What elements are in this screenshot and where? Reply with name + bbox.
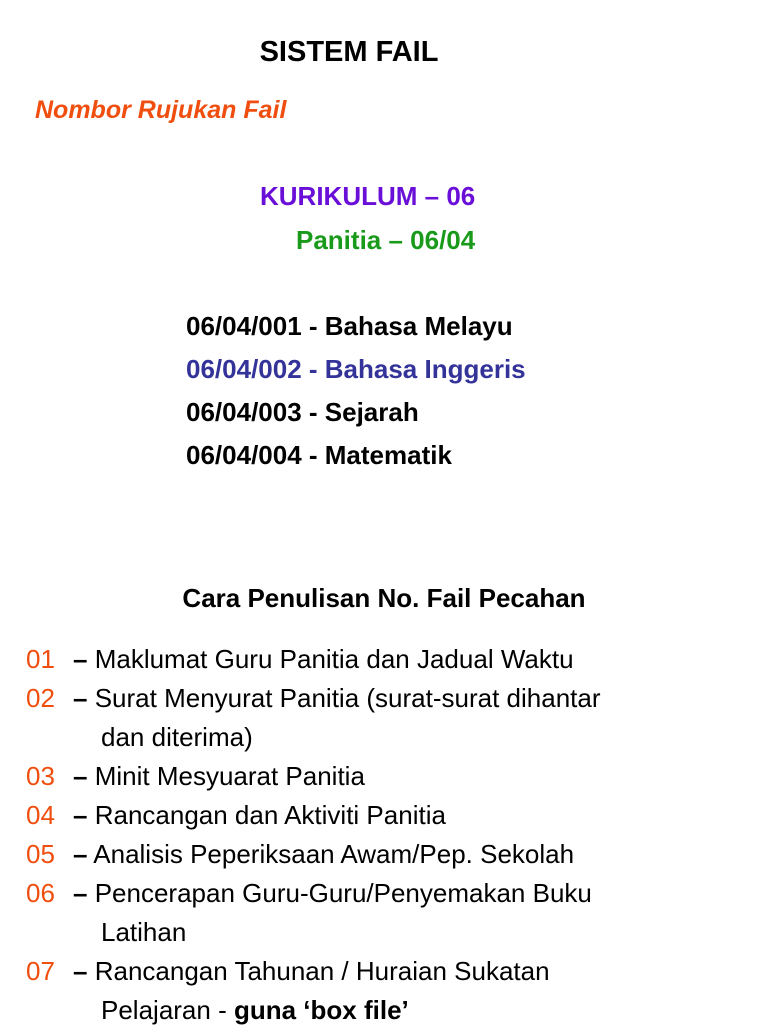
item-number: 07	[26, 956, 55, 986]
item-dash: –	[73, 839, 88, 869]
section-heading: Cara Penulisan No. Fail Pecahan	[182, 583, 586, 613]
item-number: 04	[26, 800, 55, 830]
item-text: Maklumat Guru Panitia dan Jadual Waktu	[94, 644, 574, 674]
item-dash: –	[73, 683, 88, 713]
subject-code-bahasa-inggeris: 06/04/002 - Bahasa Inggeris	[186, 354, 526, 384]
subject-code-bahasa-melayu: 06/04/001 - Bahasa Melayu	[186, 311, 513, 341]
subject-code-sejarah: 06/04/003 - Sejarah	[186, 397, 419, 427]
item-text: Analisis Peperiksaan Awam/Pep. Sekolah	[93, 839, 575, 869]
list-item	[26, 796, 446, 835]
item-text: Minit Mesyuarat Panitia	[94, 761, 365, 791]
list-item	[26, 679, 601, 757]
list-item	[26, 952, 550, 1030]
kurikulum-code: KURIKULUM – 06	[260, 181, 476, 211]
item-text: Rancangan dan Aktiviti Panitia	[94, 800, 446, 830]
box-file-note: guna ‘box file’	[233, 995, 409, 1025]
item-dash: –	[73, 761, 88, 791]
list-item	[26, 835, 574, 874]
item-dash: –	[73, 956, 88, 986]
item-text-continuation-plain: Pelajaran -	[101, 995, 234, 1025]
item-dash: –	[73, 878, 88, 908]
list-item	[26, 757, 365, 796]
item-number: 01	[26, 644, 55, 674]
subject-code-matematik: 06/04/004 - Matematik	[186, 440, 452, 470]
item-text-continuation: Latihan	[101, 917, 187, 947]
page-title: SISTEM FAIL	[259, 36, 439, 68]
item-number: 06	[26, 878, 55, 908]
item-text: Rancangan Tahunan / Huraian Sukatan	[94, 956, 550, 986]
item-number: 05	[26, 839, 55, 869]
list-item	[26, 640, 574, 679]
item-dash: –	[73, 644, 88, 674]
item-text-continuation	[26, 991, 550, 1030]
list-item	[26, 874, 592, 952]
item-text: Surat Menyurat Panitia (surat-surat dihantar	[94, 683, 601, 713]
subtitle: Nombor Rujukan Fail	[35, 96, 287, 124]
item-text: Pencerapan Guru-Guru/Penyemakan Buku	[94, 878, 592, 908]
item-dash: –	[73, 800, 88, 830]
item-number: 03	[26, 761, 55, 791]
item-number: 02	[26, 683, 55, 713]
item-text-continuation: dan diterima)	[101, 722, 253, 752]
panitia-code: Panitia – 06/04	[296, 225, 476, 255]
